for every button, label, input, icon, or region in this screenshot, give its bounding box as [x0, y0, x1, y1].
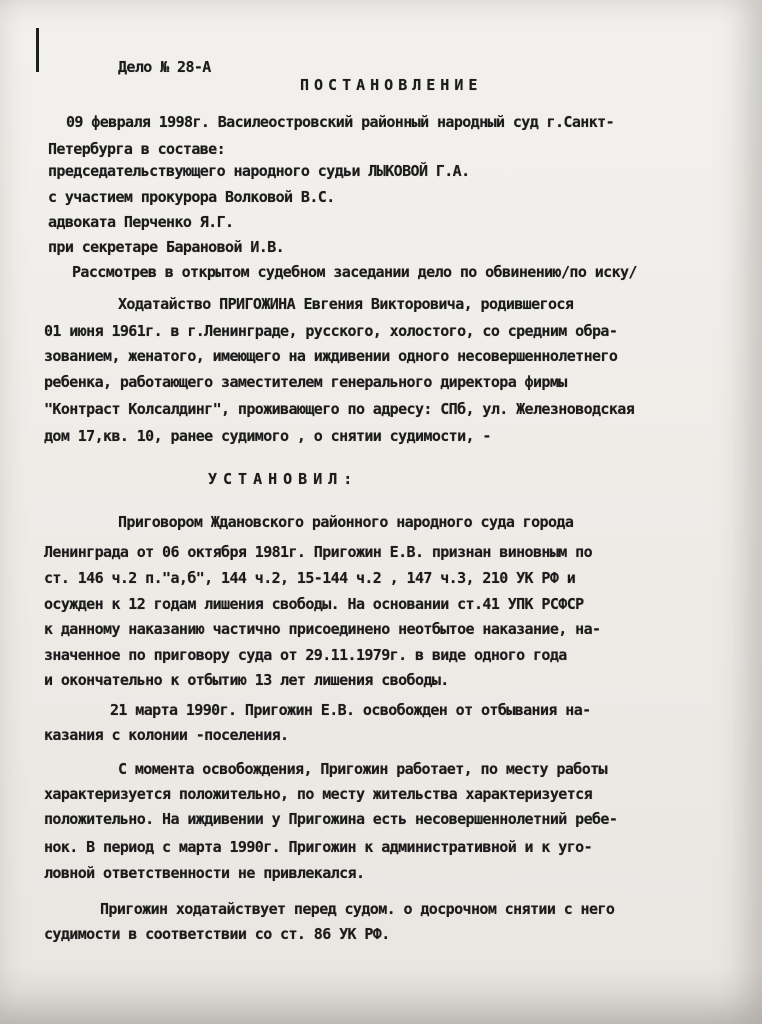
body-line: нок. В период с марта 1990г. Пригожин к административной и к уго-	[44, 838, 593, 856]
petition-line: ребенка, работающего заместителем генерального директора фирмы	[44, 373, 567, 391]
section-title: УСТАНОВИЛ:	[208, 470, 359, 488]
body-line: С момента освобождения, Пригожин работает, по месту работы	[118, 760, 607, 778]
body-line: ловной ответственности не привлекался.	[44, 864, 365, 882]
case-number: Дело № 28-А	[118, 58, 211, 76]
petition-line: дом 17,кв. 10, ранее судимого , о снятии судимости, -	[44, 427, 491, 445]
consideration-line: Рассмотрев в открытом судебном заседании дело по обвинению/по иску/	[72, 263, 637, 281]
body-line: и окончательно к отбытию 13 лет лишения свободы.	[44, 671, 449, 689]
header-line: адвоката Перченко Я.Г.	[48, 213, 234, 231]
page-shadow	[0, 964, 762, 1024]
body-line: значенное по приговору суда от 29.11.1979г. в виде одного года	[44, 646, 567, 664]
body-line: ст. 146 ч.2 п."а,б", 144 ч.2, 15-144 ч.2 , 147 ч.3, 210 УК РФ и	[44, 569, 576, 587]
body-line: Приговором Ждановского районного народного суда города	[118, 513, 574, 531]
header-line: с участием прокурора Волковой В.С.	[48, 188, 335, 206]
header-line: при секретаре Барановой И.В.	[48, 238, 285, 256]
document-title: ПОСТАНОВЛЕНИЕ	[300, 76, 483, 94]
body-line: к данному наказанию частично присоединено неотбытое наказание, на-	[44, 620, 601, 638]
petition-line: Ходатайство ПРИГОЖИНА Евгения Викторовича, родившегося	[118, 295, 574, 313]
margin-mark	[36, 28, 39, 72]
petition-line: "Контраст Колсалдинг", проживающего по адресу: СПб, ул. Железноводская	[44, 400, 635, 418]
petition-line: зованием, женатого, имеющего на иждивении одного несовершеннолетнего	[44, 347, 618, 365]
body-line: положительно. На иждивении у Пригожина есть несовершеннолетний ребе-	[44, 810, 618, 828]
header-line: Петербурга в составе:	[48, 140, 226, 158]
body-line: 21 марта 1990г. Пригожин Е.В. освобожден от отбывания на-	[110, 701, 591, 719]
body-line: судимости в соответствии со ст. 86 УК РФ.	[44, 925, 390, 943]
header-line: 09 февраля 1998г. Василеостровский районный народный суд г.Санкт-	[66, 113, 615, 131]
petition-line: 01 июня 1961г. в г.Ленинграде, русского, холостого, со средним обра-	[44, 322, 618, 340]
body-line: Ленинграда от 06 октября 1981г. Пригожин Е.В. признан виновным по	[44, 543, 593, 561]
body-line: осужден к 12 годам лишения свободы. На основании ст.41 УПК РСФСР	[44, 595, 584, 613]
body-line: Пригожин ходатайствует перед судом. о досрочном снятии с него	[100, 900, 615, 918]
body-line: казания с колонии -поселения.	[44, 726, 289, 744]
body-line: характеризуется положительно, по месту жительства характеризуется	[44, 785, 593, 803]
header-line: председательствующего народного судьи ЛЫКОВОЙ Г.А.	[48, 162, 470, 180]
